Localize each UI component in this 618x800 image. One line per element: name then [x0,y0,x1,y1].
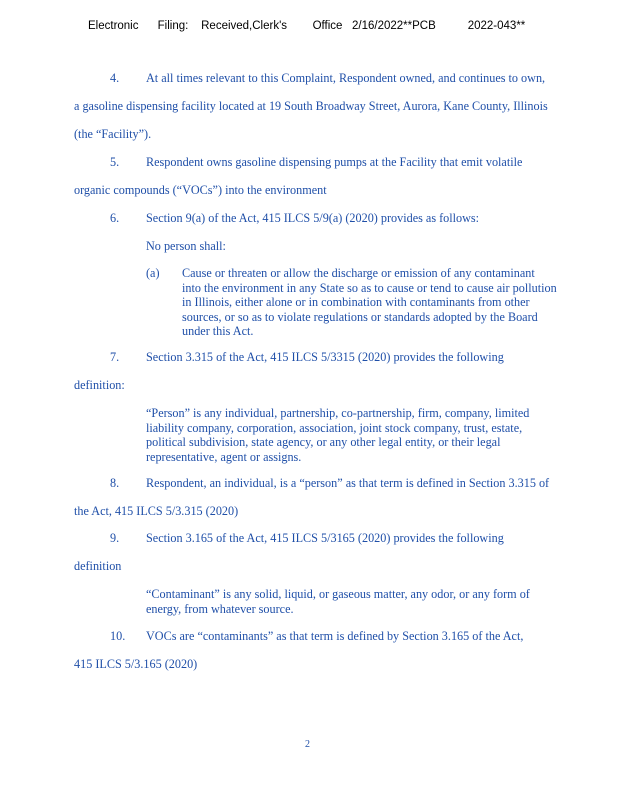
paragraph-number: 8. [110,476,120,490]
page-number: 2 [305,739,310,750]
paragraph-line: Section 3.165 of the Act, 415 ILCS 5/3165 (2020) provides the following [146,531,504,545]
paragraph-line: a gasoline dispensing facility located at 19 South Broadway Street, Aurora, Kane County, Illinois [74,99,548,113]
quote-line: under this Act. [182,324,254,338]
paragraph-line: definition [74,559,122,573]
subsection-marker: (a) [146,266,160,280]
paragraph-number: 4. [110,71,120,85]
quote-line: sources, or so as to violate regulations or standards adopted by the Board [182,309,538,324]
quote-line: into the environment in any State so as to cause or tend to cause air pollution [182,280,557,295]
paragraph-number: 10. [110,629,126,643]
paragraph-line: Section 9(a) of the Act, 415 ILCS 5/9(a) (2020) provides as follows: [146,211,480,225]
quote-line: energy, from whatever source. [146,601,294,616]
quoted-definition-contaminant [146,587,606,616]
paragraph-line: VOCs are “contaminants” as that term is defined by Section 3.165 of the Act, [146,629,524,643]
paragraph-line: At all times relevant to this Complaint, Respondent owned, and continues to own, [146,71,546,85]
paragraph-number: 5. [110,155,120,169]
quoted-text-block [182,266,602,339]
paragraph-number: 9. [110,531,120,545]
quote-line: representative, agent or assigns. [146,449,302,464]
paragraph-line: No person shall: [146,239,226,253]
paragraph-line: definition: [74,378,125,392]
paragraph-line: the Act, 415 ILCS 5/3.315 (2020) [74,504,239,518]
paragraph-line: Respondent owns gasoline dispensing pumps at the Facility that emit volatile [146,155,523,169]
quoted-definition-person [146,406,606,464]
quote-line: in Illinois, either alone or in combination with contaminants from other [182,295,530,309]
quote-line: Cause or threaten or allow the discharge or emission of any contaminant [182,266,535,280]
quote-line: liability company, corporation, association, joint stock company, trust, estate, [146,420,523,435]
paragraph-line: Section 3.315 of the Act, 415 ILCS 5/3315 (2020) provides the following [146,350,504,364]
quote-line: “Contaminant” is any solid, liquid, or gaseous matter, any odor, or any form of [146,587,530,601]
paragraph-line: 415 ILCS 5/3.165 (2020) [74,657,198,671]
filing-header: Electronic Filing: Received,Clerk's Office 2/16/2022**PCB 2022-043** [88,20,526,32]
paragraph-line: (the “Facility”). [74,127,152,141]
quote-line: political subdivision, state agency, or any other legal entity, or their legal [146,435,501,449]
paragraph-number: 7. [110,350,120,364]
paragraph-line: Respondent, an individual, is a “person” as that term is defined in Section 3.315 of [146,476,550,490]
paragraph-line: organic compounds (“VOCs”) into the environment [74,183,327,197]
quote-line: “Person” is any individual, partnership, co-partnership, firm, company, limited [146,406,530,420]
paragraph-number: 6. [110,211,120,225]
